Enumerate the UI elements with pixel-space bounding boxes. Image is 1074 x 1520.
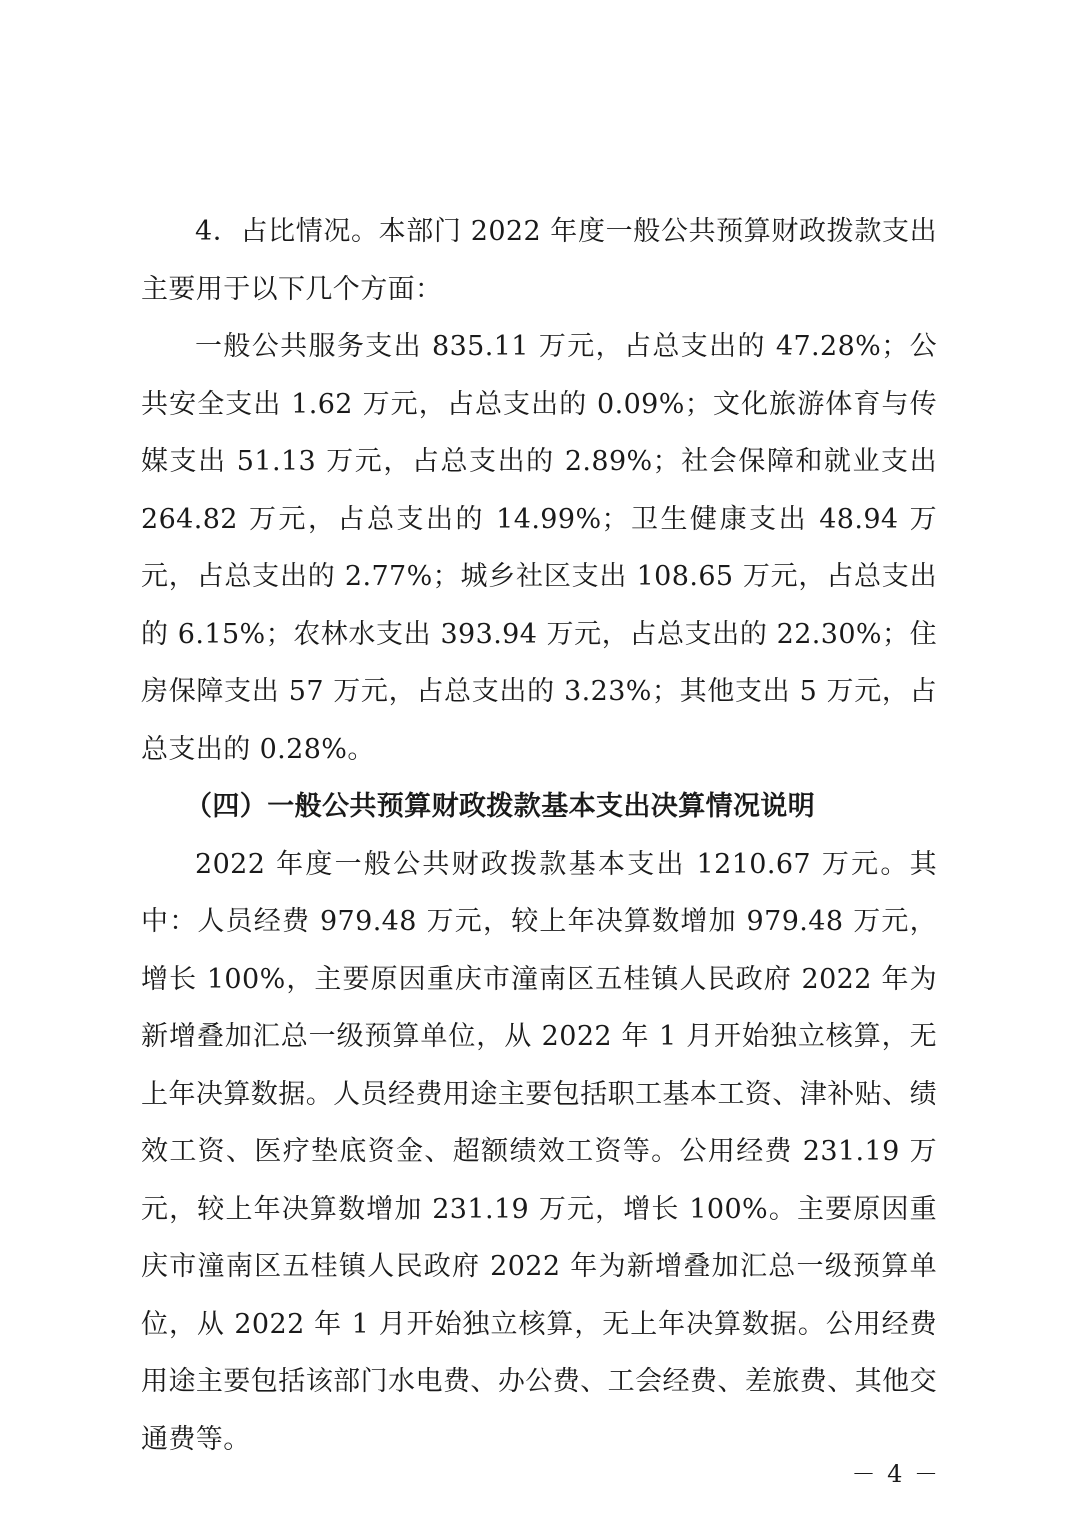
paragraph-expenditure-breakdown: 一般公共服务支出 835.11 万元，占总支出的 47.28%；公共安全支出 1.62 万元，占总支出的 0.09%；文化旅游体育与传媒支出 51.13 万元，占总支出的 2.89%；社会保障和就业支出 264.82 万元，占总支出的 14.99%；卫生健康支出 48.94 万元，占总支出的 2.77%；城乡社区支出 108.65 万元，占总支出的 6.15%；农林水支出 393.94 万元，占总支出的 22.30%；住房保障支出 57 万元，占总支出的 3.23%；其他支出 5 万元，占总支出的 0.28%。 (141, 331, 937, 765)
section-heading-basic-expenditure: （四）一般公共预算财政拨款基本支出决算情况说明 (185, 791, 816, 822)
document-body (141, 203, 937, 1468)
page-number: － 4 － (851, 1460, 940, 1488)
paragraph-proportion-intro: 4．占比情况。本部门 2022 年度一般公共预算财政拨款支出主要用于以下几个方面： (141, 216, 937, 305)
paragraph-basic-expenditure-detail: 2022 年度一般公共财政拨款基本支出 1210.67 万元。其中：人员经费 979.48 万元，较上年决算数增加 979.48 万元，增长 100%，主要原因重庆市潼南区五桂镇人民政府 2022 年为新增叠加汇总一级预算单位，从 2022 年 1 月开始独立核算，无上年决算数据。人员经费用途主要包括职工基本工资、津补贴、绩效工资、医疗垫底资金、超额绩效工资等。公用经费 231.19 万元，较上年决算数增加 231.19 万元，增长 100%。主要原因重庆市潼南区五桂镇人民政府 2022 年为新增叠加汇总一级预算单位，从 2022 年 1 月开始独立核算，无上年决算数据。公用经费用途主要包括该部门水电费、办公费、工会经费、差旅费、其他交通费等。 (141, 848, 937, 1455)
